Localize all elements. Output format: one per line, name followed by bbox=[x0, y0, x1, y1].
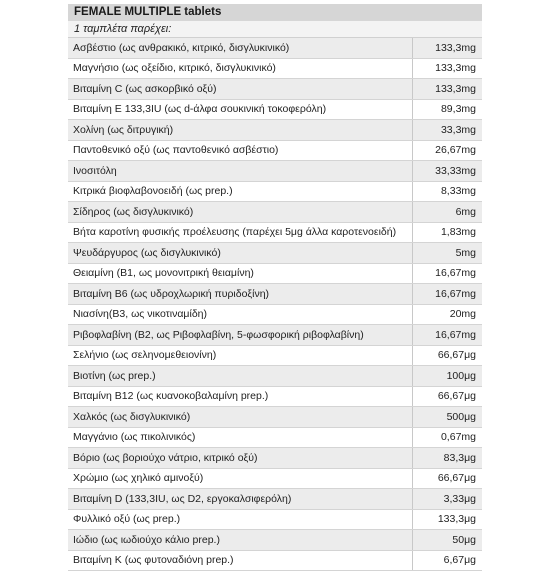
nutrient-table bbox=[68, 38, 482, 571]
supplement-facts-panel bbox=[68, 4, 482, 571]
nutrient-amount: 26,67mg bbox=[413, 140, 483, 161]
nutrient-amount: 5mg bbox=[413, 243, 483, 264]
product-title: FEMALE MULTIPLE tablets bbox=[68, 4, 482, 21]
table-row bbox=[68, 468, 482, 489]
nutrient-name: Νιασίνη(Β3, ως νικοτιναμίδη) bbox=[68, 304, 413, 325]
table-row bbox=[68, 79, 482, 100]
nutrient-name: Παντοθενικό οξύ (ως παντοθενικό ασβέστιο) bbox=[68, 140, 413, 161]
nutrient-name: Χρώμιο (ως χηλικό αμινοξύ) bbox=[68, 468, 413, 489]
table-row bbox=[68, 58, 482, 79]
nutrient-amount: 66,67μg bbox=[413, 345, 483, 366]
nutrient-amount: 83,3μg bbox=[413, 448, 483, 469]
nutrient-name: Ινοσιτόλη bbox=[68, 161, 413, 182]
nutrient-amount: 33,33mg bbox=[413, 161, 483, 182]
nutrient-amount: 133,3mg bbox=[413, 79, 483, 100]
nutrient-name: Κιτρικά βιοφλαβονοειδή (ως prep.) bbox=[68, 181, 413, 202]
nutrient-amount: 66,67μg bbox=[413, 468, 483, 489]
nutrient-name: Σίδηρος (ως δισγλυκινικό) bbox=[68, 202, 413, 223]
nutrient-amount: 0,67mg bbox=[413, 427, 483, 448]
table-row bbox=[68, 530, 482, 551]
table-row bbox=[68, 325, 482, 346]
nutrient-amount: 20mg bbox=[413, 304, 483, 325]
nutrient-name: Φυλλικό οξύ (ως prep.) bbox=[68, 509, 413, 530]
table-row bbox=[68, 222, 482, 243]
nutrient-name: Ριβοφλαβίνη (Β2, ως Ριβοφλαβίνη, 5-φωσφορική ριβοφλαβίνη) bbox=[68, 325, 413, 346]
table-row bbox=[68, 38, 482, 58]
table-row bbox=[68, 263, 482, 284]
table-row bbox=[68, 284, 482, 305]
table-row bbox=[68, 448, 482, 469]
nutrient-amount: 50μg bbox=[413, 530, 483, 551]
nutrient-name: Χολίνη (ως διτρυγική) bbox=[68, 120, 413, 141]
table-row bbox=[68, 509, 482, 530]
nutrient-table-body bbox=[68, 38, 482, 571]
nutrient-amount: 33,3mg bbox=[413, 120, 483, 141]
nutrient-name: Θειαμίνη (Β1, ως μονονιτρική θειαμίνη) bbox=[68, 263, 413, 284]
table-row bbox=[68, 427, 482, 448]
nutrient-name: Μαγγάνιο (ως πικολινικός) bbox=[68, 427, 413, 448]
nutrient-amount: 500μg bbox=[413, 407, 483, 428]
nutrient-name: Βιταμίνη D (133,3IU, ως D2, εργοκαλσιφερόλη) bbox=[68, 489, 413, 510]
nutrient-amount: 133,3μg bbox=[413, 509, 483, 530]
nutrient-name: Βήτα καροτίνη φυσικής προέλευσης (παρέχει 5μg άλλα καροτενοειδή) bbox=[68, 222, 413, 243]
nutrient-amount: 133,3mg bbox=[413, 58, 483, 79]
nutrient-name: Μαγνήσιο (ως οξείδιο, κιτρικό, δισγλυκινικό) bbox=[68, 58, 413, 79]
table-row bbox=[68, 181, 482, 202]
nutrient-amount: 1,83mg bbox=[413, 222, 483, 243]
nutrient-amount: 8,33mg bbox=[413, 181, 483, 202]
table-row bbox=[68, 386, 482, 407]
nutrient-name: Χαλκός (ως δισγλυκινικό) bbox=[68, 407, 413, 428]
nutrient-name: Βιταμίνη C (ως ασκορβικό οξύ) bbox=[68, 79, 413, 100]
table-row bbox=[68, 161, 482, 182]
nutrient-name: Βιταμίνη E 133,3IU (ως d-άλφα σουκινική τοκοφερόλη) bbox=[68, 99, 413, 120]
table-row bbox=[68, 304, 482, 325]
nutrient-name: Βιταμίνη Β12 (ως κυανοκοβαλαμίνη prep.) bbox=[68, 386, 413, 407]
table-row bbox=[68, 243, 482, 264]
nutrient-name: Ψευδάργυρος (ως δισγλυκινικό) bbox=[68, 243, 413, 264]
table-row bbox=[68, 345, 482, 366]
nutrient-amount: 6mg bbox=[413, 202, 483, 223]
nutrient-amount: 66,67μg bbox=[413, 386, 483, 407]
table-row bbox=[68, 366, 482, 387]
nutrient-amount: 133,3mg bbox=[413, 38, 483, 58]
table-row bbox=[68, 202, 482, 223]
nutrient-amount: 16,67mg bbox=[413, 284, 483, 305]
nutrient-name: Ιώδιο (ως ιωδιούχο κάλιο prep.) bbox=[68, 530, 413, 551]
table-row bbox=[68, 489, 482, 510]
table-row bbox=[68, 99, 482, 120]
nutrient-amount: 6,67μg bbox=[413, 550, 483, 571]
nutrient-amount: 89,3mg bbox=[413, 99, 483, 120]
nutrient-name: Βιοτίνη (ως prep.) bbox=[68, 366, 413, 387]
nutrient-name: Βιταμίνη Β6 (ως υδροχλωρική πυριδοξίνη) bbox=[68, 284, 413, 305]
nutrient-name: Βιταμίνη K (ως φυτοναδιόνη prep.) bbox=[68, 550, 413, 571]
serving-subtitle: 1 ταμπλέτα παρέχει: bbox=[68, 21, 482, 38]
table-row bbox=[68, 407, 482, 428]
nutrient-name: Σελήνιο (ως σελην​ομεθειονίνη) bbox=[68, 345, 413, 366]
nutrient-amount: 16,67mg bbox=[413, 263, 483, 284]
nutrient-amount: 3,33μg bbox=[413, 489, 483, 510]
table-row bbox=[68, 140, 482, 161]
nutrient-amount: 16,67mg bbox=[413, 325, 483, 346]
table-row bbox=[68, 550, 482, 571]
table-row bbox=[68, 120, 482, 141]
nutrient-name: Βόριο (ως βοριούχο νάτριο, κιτρικό οξύ) bbox=[68, 448, 413, 469]
nutrient-amount: 100μg bbox=[413, 366, 483, 387]
nutrient-name: Ασβέστιο (ως ανθρακικό, κιτρικό, δισγλυκινικό) bbox=[68, 38, 413, 58]
